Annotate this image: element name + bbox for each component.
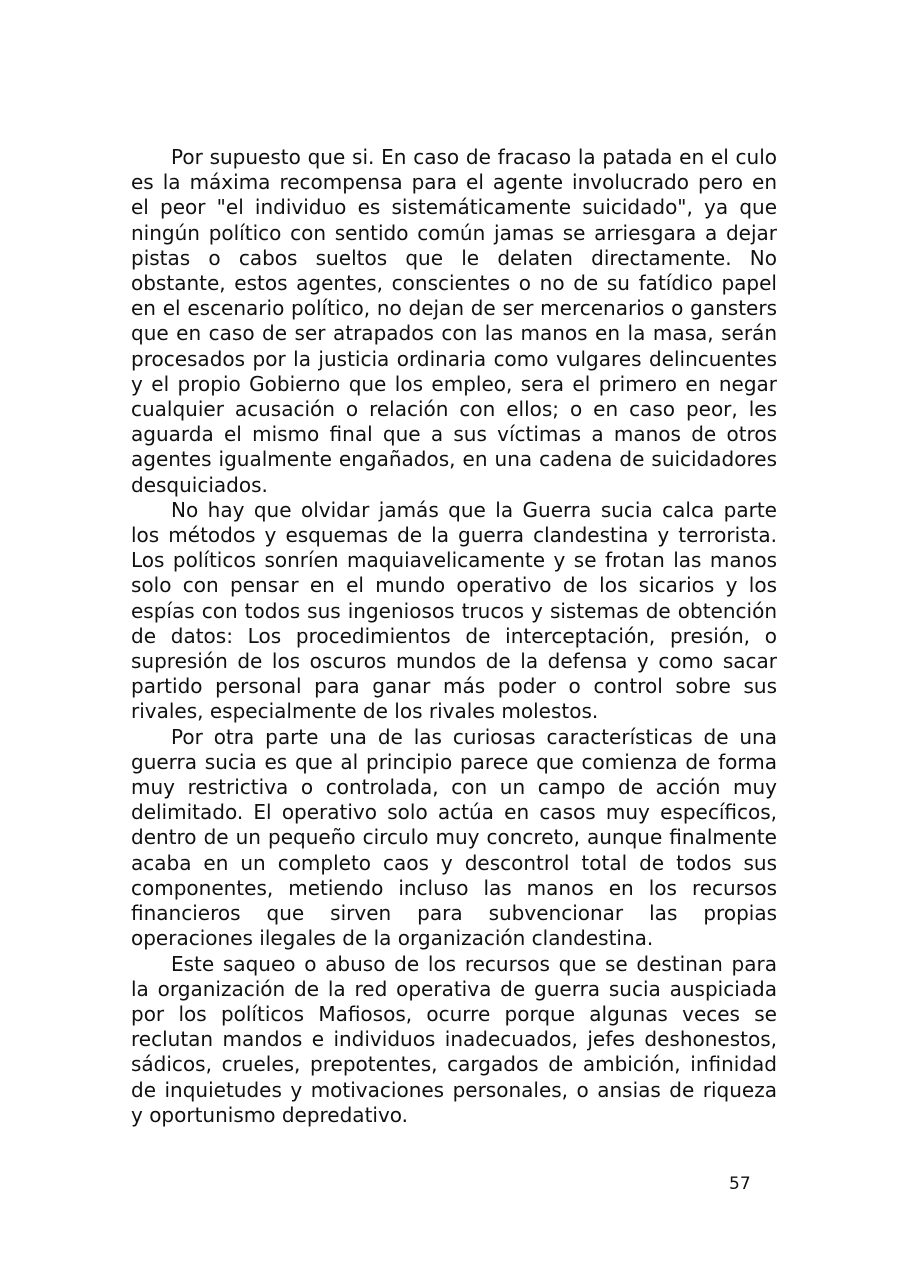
page-number: 57 [729,1174,751,1194]
paragraph-3: Por otra parte una de las curiosas características de una guerra sucia es que al principio parece que comienza de forma muy restrictiva o controlada, con un campo de acción muy delimitado. El operativo solo actúa en casos muy específicos, dentro de un pequeño circulo muy concreto, aunque finalmente acaba en un completo caos y descontrol total de todos sus componentes, metiendo incluso las manos en los recursos financieros que sirven para subvencionar las propias operaciones ilegales de la organización clandestina. [131,724,777,951]
paragraph-2: No hay que olvidar jamás que la Guerra sucia calca parte los métodos y esquemas de la guerra clandestina y terrorista. Los políticos sonríen maquiavelicamente y se frotan las manos solo con pensar en el mundo operativo de los sicarios y los espías con todos sus ingeniosos trucos y sistemas de obtención de datos: Los procedimientos de interceptación, presión, o supresión de los oscuros mundos de la defensa y como sacar partido personal para ganar más poder o control sobre sus rivales, especialmente de los rivales molestos. [131,497,777,724]
paragraph-4: Este saqueo o abuso de los recursos que se destinan para la organización de la red operativa de guerra sucia auspiciada por los políticos Mafiosos, ocurre porque algunas veces se reclutan mandos e individuos inadecuados, jefes deshonestos, sádicos, crueles, prepotentes, cargados de ambición, infinidad de inquietudes y motivaciones personales, o ansias de riqueza y oportunismo depredativo. [131,951,777,1127]
body-text [131,145,777,1128]
paragraph-1: Por supuesto que si. En caso de fracaso la patada en el culo es la máxima recompensa para el agente involucrado pero en el peor "el individuo es sistemáticamente suicidado", ya que ningún político con sentido común jamas se arriesgara a dejar pistas o cabos sueltos que le delaten directamente. No obstante, estos agentes, conscientes o no de su fatídico papel en el escenario político, no dejan de ser mercenarios o gansters que en caso de ser atrapados con las manos en la masa, serán procesados por la justicia ordinaria como vulgares delincuentes y el propio Gobierno que los empleo, sera el primero en negar cualquier acusación o relación con ellos; o en caso peor, les aguarda el mismo final que a sus víctimas a manos de otros agentes igualmente engañados, en una cadena de suicidadores desquiciados. [131,145,777,497]
